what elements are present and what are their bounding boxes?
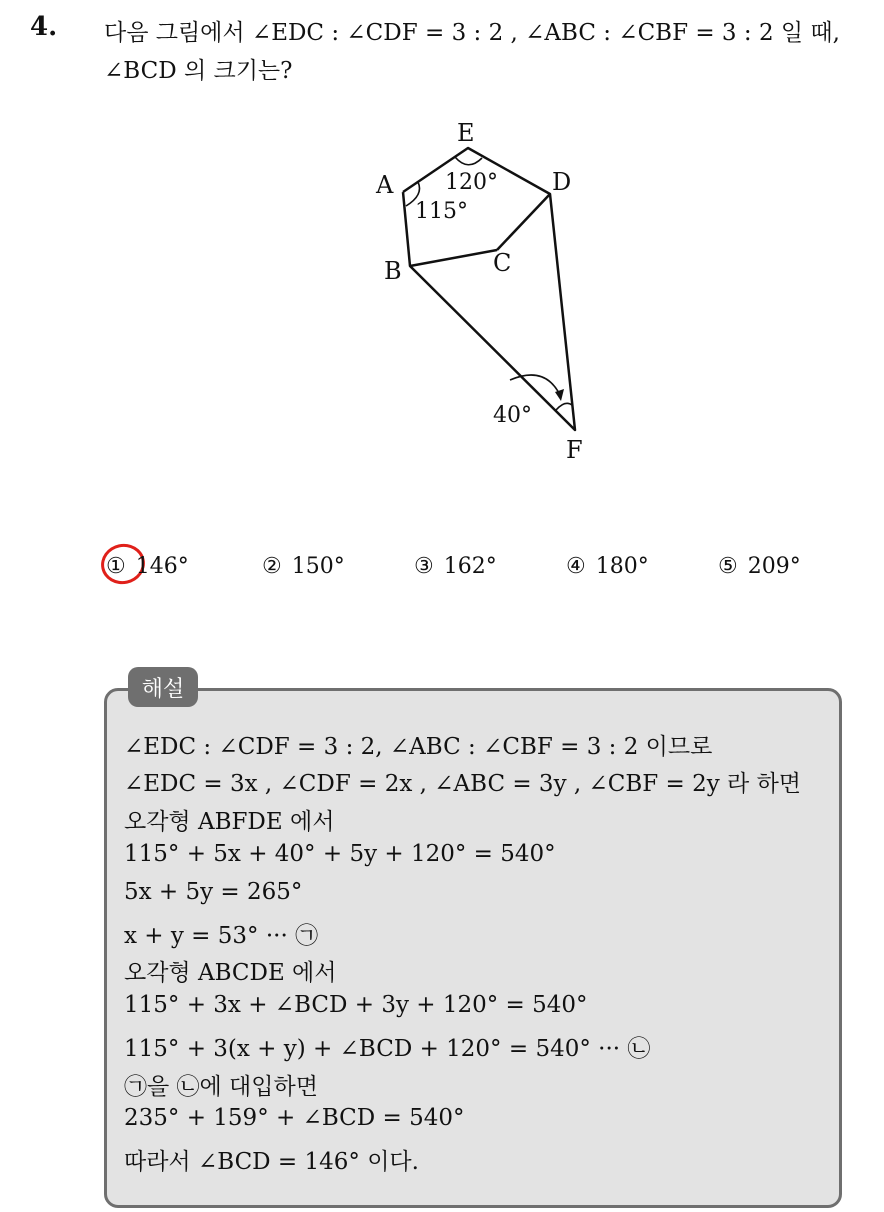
vertex-label-B: B — [384, 257, 402, 285]
solution-line-3: 오각형 ABFDE 에서 — [124, 809, 335, 835]
vertex-label-C: C — [493, 249, 512, 277]
choice-4[interactable] — [566, 554, 649, 579]
angle-arc-E — [455, 157, 482, 165]
choice-5[interactable] — [718, 554, 801, 579]
solution-line-8: 115° + 3x + ∠BCD + 3y + 120° = 540° — [124, 992, 588, 1018]
segment-CD — [497, 194, 550, 250]
choice-3-value: 162° — [443, 554, 497, 579]
solution-line-6: x + y = 53° ··· ㉠ — [124, 923, 319, 949]
solution-line-12: 따라서 ∠BCD = 146° 이다. — [124, 1149, 419, 1175]
vertex-label-E: E — [457, 119, 475, 147]
choice-2[interactable] — [262, 554, 345, 579]
vertex-label-F: F — [566, 436, 583, 464]
segment-BC — [410, 250, 497, 266]
angle-arc-F-inner — [556, 403, 572, 410]
choice-5-mark: ⑤ — [718, 554, 738, 579]
solution-line-2: ∠EDC = 3x , ∠CDF = 2x , ∠ABC = 3y , ∠CBF = 2y 라 하면 — [124, 771, 802, 797]
choice-4-mark: ④ — [566, 554, 586, 579]
choice-3-mark: ③ — [414, 554, 434, 579]
solution-line-7: 오각형 ABCDE 에서 — [124, 960, 337, 986]
solution-line-11: 235° + 159° + ∠BCD = 540° — [124, 1105, 465, 1131]
vertex-label-D: D — [552, 168, 572, 196]
solution-line-1: ∠EDC : ∠CDF = 3 : 2, ∠ABC : ∠CBF = 3 : 2 이므로 — [124, 734, 713, 760]
solution-line-9: 115° + 3(x + y) + ∠BCD + 120° = 540° ··· ㉡ — [124, 1036, 651, 1062]
question-text-line2: ∠BCD 의 크기는? — [104, 58, 293, 84]
solution-line-5: 5x + 5y = 265° — [124, 879, 303, 905]
angle-label-F: 40° — [493, 403, 532, 428]
choice-1-mark: ① — [106, 554, 126, 579]
choice-3[interactable] — [414, 554, 497, 579]
choice-2-mark: ② — [262, 554, 282, 579]
choice-4-value: 180° — [595, 554, 649, 579]
question-number: 4. — [30, 12, 58, 42]
choice-1-value: 146° — [135, 554, 189, 579]
question-text-line1: 다음 그림에서 ∠EDC : ∠CDF = 3 : 2 , ∠ABC : ∠CBF = 3 : 2 일 때, — [104, 20, 840, 46]
geometry-figure — [360, 112, 610, 472]
solution-line-10: ㉠을 ㉡에 대입하면 — [124, 1074, 318, 1100]
angle-label-E: 120° — [445, 170, 498, 195]
choice-1[interactable] — [106, 554, 189, 579]
arrowhead-icon — [555, 389, 564, 401]
choice-5-value: 209° — [747, 554, 801, 579]
choice-2-value: 150° — [291, 554, 345, 579]
angle-label-A: 115° — [415, 199, 468, 224]
solution-title: 해설 — [128, 667, 198, 707]
solution-line-4: 115° + 5x + 40° + 5y + 120° = 540° — [124, 841, 556, 867]
vertex-label-A: A — [376, 171, 394, 199]
